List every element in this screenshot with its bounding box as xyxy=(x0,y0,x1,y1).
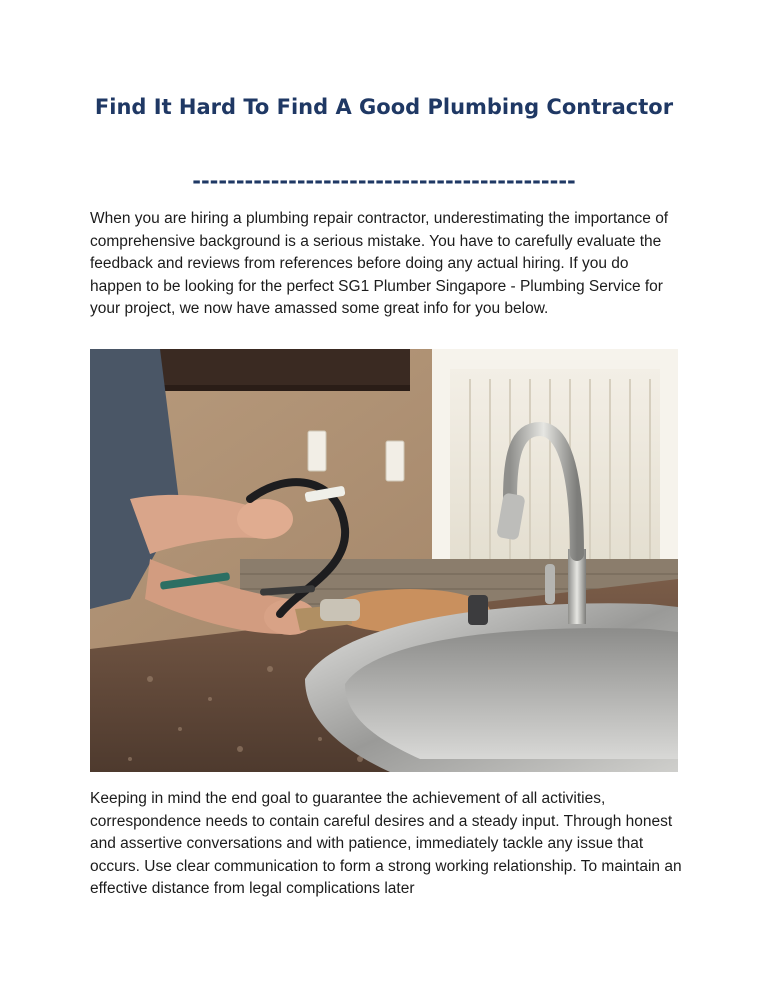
intro-paragraph: When you are hiring a plumbing repair contractor, underestimating the importance of comprehensive background is a serious mistake. You have to carefully evaluate the feedback and reviews from references before doing any actual hiring. If you do happen to be looking for the perfect SG1 Plumber Singapore - Plumbing Service for your project, we now have amassed some great info for you below. xyxy=(90,210,669,317)
plumber-installing-faucet-illustration xyxy=(90,349,678,772)
title-divider: -------------------------------------------- xyxy=(192,169,576,193)
plumber-faucet-photo xyxy=(90,349,678,772)
page-title: Find It Hard To Find A Good Plumbing Contractor xyxy=(94,95,674,119)
body-paragraph: Keeping in mind the end goal to guarantee the achievement of all activities, correspondence needs to contain careful desires and a steady input. Through honest and assertive conversations and with patience, immediately tackle any issue that occurs. Use clear communication to form a strong working relationship. To maintain an effective distance from legal complications later xyxy=(90,790,682,897)
